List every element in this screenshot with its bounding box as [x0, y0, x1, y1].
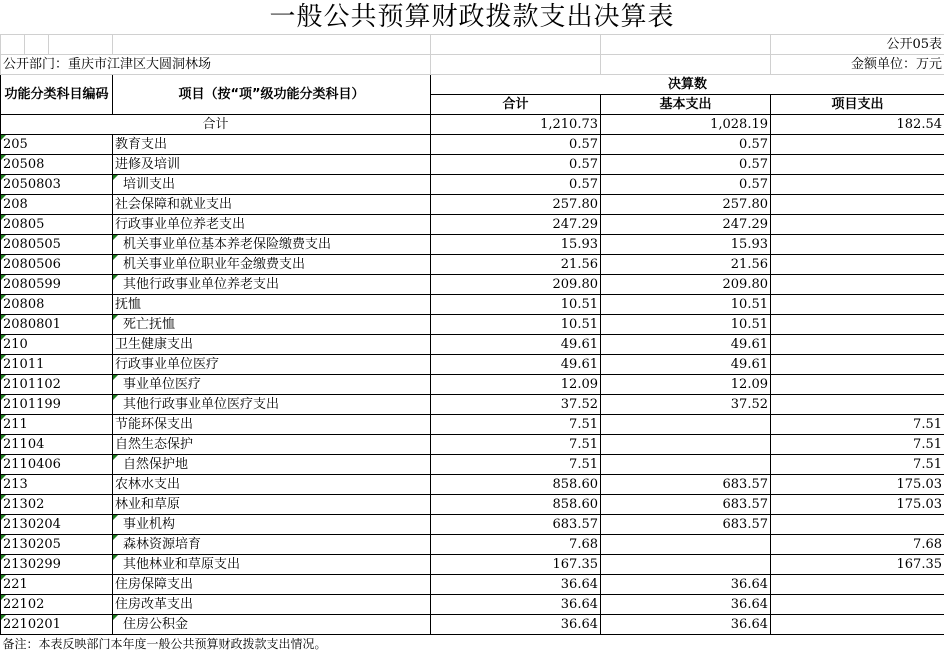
table-row [1, 615, 944, 635]
row-total[interactable]: 858.60 [431, 475, 601, 495]
row-code[interactable]: 20805 [1, 215, 113, 235]
row-project[interactable] [771, 615, 944, 635]
table-row [1, 275, 944, 295]
row-name[interactable]: 其他行政事业单位医疗支出 [113, 395, 431, 415]
row-code[interactable]: 221 [1, 575, 113, 595]
row-code[interactable]: 21104 [1, 435, 113, 455]
row-project[interactable]: 7.51 [771, 435, 944, 455]
row-total[interactable]: 15.93 [431, 235, 601, 255]
row-total[interactable]: 36.64 [431, 615, 601, 635]
row-basic[interactable]: 10.51 [601, 295, 771, 315]
table-row [1, 475, 944, 495]
header-total: 合计 [431, 95, 601, 115]
footnote: 备注：本表反映部门本年度一般公共预算财政拨款支出情况。 [2, 637, 327, 651]
row-project[interactable] [771, 195, 944, 215]
table-row [1, 255, 944, 275]
row-total[interactable]: 49.61 [431, 335, 601, 355]
table-row [1, 315, 944, 335]
row-project[interactable] [771, 355, 944, 375]
row-basic[interactable]: 12.09 [601, 375, 771, 395]
row-name[interactable]: 住房保障支出 [113, 575, 431, 595]
table-row [1, 515, 944, 535]
table-row [1, 535, 944, 555]
row-project[interactable] [771, 275, 944, 295]
row-name[interactable]: 行政事业单位养老支出 [113, 215, 431, 235]
row-basic[interactable]: 36.64 [601, 615, 771, 635]
row-code[interactable]: 22102 [1, 595, 113, 615]
row-total[interactable]: 7.68 [431, 535, 601, 555]
info-row [1, 55, 944, 75]
row-basic[interactable]: 49.61 [601, 355, 771, 375]
row-name[interactable]: 教育支出 [113, 135, 431, 155]
row-basic[interactable]: 683.57 [601, 515, 771, 535]
row-project[interactable] [771, 395, 944, 415]
row-total[interactable]: 247.29 [431, 215, 601, 235]
row-project[interactable]: 175.03 [771, 495, 944, 515]
row-project[interactable] [771, 135, 944, 155]
row-basic[interactable]: 36.64 [601, 575, 771, 595]
row-name[interactable]: 机关事业单位基本养老保险缴费支出 [113, 235, 431, 255]
row-code[interactable]: 210 [1, 335, 113, 355]
summary-project[interactable]: 182.54 [771, 115, 944, 135]
table-row [1, 295, 944, 315]
row-basic[interactable]: 0.57 [601, 155, 771, 175]
grid-cell[interactable] [431, 35, 601, 55]
row-total[interactable]: 7.51 [431, 435, 601, 455]
row-basic[interactable]: 0.57 [601, 135, 771, 155]
row-project[interactable] [771, 515, 944, 535]
row-code[interactable]: 2080505 [1, 235, 113, 255]
row-project[interactable] [771, 255, 944, 275]
row-code[interactable]: 2101199 [1, 395, 113, 415]
grid-cell[interactable] [25, 35, 49, 55]
row-code[interactable]: 20508 [1, 155, 113, 175]
row-basic[interactable]: 247.29 [601, 215, 771, 235]
blank-grid-row [1, 35, 944, 55]
row-project[interactable] [771, 375, 944, 395]
row-total[interactable]: 0.57 [431, 175, 601, 195]
header-final: 决算数 [431, 75, 944, 95]
row-total[interactable]: 36.64 [431, 595, 601, 615]
row-project[interactable] [771, 155, 944, 175]
row-basic[interactable] [601, 555, 771, 575]
row-project[interactable]: 7.68 [771, 535, 944, 555]
unit-label: 金额单位：万元 [771, 55, 944, 75]
row-code[interactable]: 2080599 [1, 275, 113, 295]
row-code[interactable]: 213 [1, 475, 113, 495]
row-basic[interactable]: 49.61 [601, 335, 771, 355]
row-total[interactable]: 10.51 [431, 295, 601, 315]
header-project: 项目支出 [771, 95, 944, 115]
row-total[interactable]: 683.57 [431, 515, 601, 535]
row-name[interactable]: 节能环保支出 [113, 415, 431, 435]
row-basic[interactable] [601, 435, 771, 455]
row-total[interactable]: 209.80 [431, 275, 601, 295]
row-name[interactable]: 住房公积金 [113, 615, 431, 635]
row-name[interactable]: 林业和草原 [113, 495, 431, 515]
report-title: 一般公共预算财政拨款支出决算表 [269, 2, 675, 32]
row-total[interactable]: 257.80 [431, 195, 601, 215]
row-basic[interactable] [601, 535, 771, 555]
row-code[interactable]: 21011 [1, 355, 113, 375]
table-row [1, 175, 944, 195]
row-total[interactable]: 167.35 [431, 555, 601, 575]
row-code[interactable]: 208 [1, 195, 113, 215]
department-label: 公开部门：重庆市江津区大圆洞林场 [1, 55, 431, 75]
row-code[interactable]: 2210201 [1, 615, 113, 635]
row-basic[interactable]: 10.51 [601, 315, 771, 335]
table-row [1, 235, 944, 255]
row-basic[interactable]: 21.56 [601, 255, 771, 275]
row-basic[interactable] [601, 455, 771, 475]
row-project[interactable]: 175.03 [771, 475, 944, 495]
form-number: 公开05表 [771, 35, 944, 55]
row-name[interactable]: 行政事业单位医疗 [113, 355, 431, 375]
row-code[interactable]: 205 [1, 135, 113, 155]
grid-cell[interactable] [49, 35, 113, 55]
row-total[interactable]: 21.56 [431, 255, 601, 275]
table-row [1, 555, 944, 575]
row-code[interactable]: 2080801 [1, 315, 113, 335]
table-row [1, 195, 944, 215]
row-name[interactable]: 自然保护地 [113, 455, 431, 475]
summary-row [1, 115, 944, 135]
grid-cell[interactable] [113, 35, 431, 55]
row-basic[interactable]: 257.80 [601, 195, 771, 215]
row-code[interactable]: 2110406 [1, 455, 113, 475]
table-row [1, 395, 944, 415]
grid-cell[interactable] [1, 35, 25, 55]
table-row [1, 375, 944, 395]
row-name[interactable]: 其他林业和草原支出 [113, 555, 431, 575]
footer-row [1, 635, 944, 655]
table-row [1, 455, 944, 475]
row-project[interactable] [771, 595, 944, 615]
table-row [1, 335, 944, 355]
row-basic[interactable]: 209.80 [601, 275, 771, 295]
expenditure-table [0, 34, 944, 654]
row-project[interactable] [771, 175, 944, 195]
row-code[interactable]: 2050803 [1, 175, 113, 195]
row-project[interactable] [771, 335, 944, 355]
row-project[interactable] [771, 315, 944, 335]
grid-cell[interactable] [601, 35, 771, 55]
row-code[interactable]: 2130205 [1, 535, 113, 555]
row-code[interactable]: 21302 [1, 495, 113, 515]
row-total[interactable]: 36.64 [431, 575, 601, 595]
row-name[interactable]: 自然生态保护 [113, 435, 431, 455]
header-basic: 基本支出 [601, 95, 771, 115]
row-name[interactable]: 死亡抚恤 [113, 315, 431, 335]
row-total[interactable]: 37.52 [431, 395, 601, 415]
row-code[interactable]: 211 [1, 415, 113, 435]
summary-basic[interactable]: 1,028.19 [601, 115, 771, 135]
row-basic[interactable]: 0.57 [601, 175, 771, 195]
row-name[interactable]: 农林水支出 [113, 475, 431, 495]
row-basic[interactable] [601, 415, 771, 435]
row-project[interactable] [771, 295, 944, 315]
header-code: 功能分类科目编码 [1, 75, 113, 115]
summary-total[interactable]: 1,210.73 [431, 115, 601, 135]
row-name[interactable]: 卫生健康支出 [113, 335, 431, 355]
row-code[interactable]: 2130204 [1, 515, 113, 535]
row-code[interactable]: 2101102 [1, 375, 113, 395]
row-basic[interactable]: 36.64 [601, 595, 771, 615]
summary-label[interactable]: 合计 [1, 115, 431, 135]
row-name[interactable]: 住房改革支出 [113, 595, 431, 615]
row-project[interactable] [771, 235, 944, 255]
row-total[interactable]: 858.60 [431, 495, 601, 515]
row-name[interactable]: 森林资源培育 [113, 535, 431, 555]
row-basic[interactable]: 37.52 [601, 395, 771, 415]
row-code[interactable]: 20808 [1, 295, 113, 315]
header-row-1 [1, 75, 944, 95]
row-total[interactable]: 49.61 [431, 355, 601, 375]
table-row [1, 415, 944, 435]
row-code[interactable]: 2130299 [1, 555, 113, 575]
row-total[interactable]: 10.51 [431, 315, 601, 335]
row-basic[interactable]: 15.93 [601, 235, 771, 255]
row-name[interactable]: 事业单位医疗 [113, 375, 431, 395]
table-row [1, 135, 944, 155]
row-total[interactable]: 0.57 [431, 155, 601, 175]
table-row [1, 215, 944, 235]
header-item: 项目（按“项”级功能分类科目） [113, 75, 431, 115]
row-name[interactable]: 机关事业单位职业年金缴费支出 [113, 255, 431, 275]
grid-cell[interactable] [431, 55, 601, 75]
grid-cell[interactable] [601, 55, 771, 75]
table-row [1, 495, 944, 515]
row-total[interactable]: 0.57 [431, 135, 601, 155]
row-name[interactable]: 进修及培训 [113, 155, 431, 175]
row-project[interactable]: 7.51 [771, 415, 944, 435]
table-row [1, 355, 944, 375]
row-name[interactable]: 培训支出 [113, 175, 431, 195]
row-project[interactable] [771, 215, 944, 235]
row-total[interactable]: 7.51 [431, 455, 601, 475]
row-total[interactable]: 7.51 [431, 415, 601, 435]
row-name[interactable]: 社会保障和就业支出 [113, 195, 431, 215]
row-basic[interactable]: 683.57 [601, 475, 771, 495]
row-project[interactable]: 167.35 [771, 555, 944, 575]
table-row [1, 155, 944, 175]
table-row [1, 575, 944, 595]
row-code[interactable]: 2080506 [1, 255, 113, 275]
table-row [1, 435, 944, 455]
row-name[interactable]: 抚恤 [113, 295, 431, 315]
table-row [1, 595, 944, 615]
row-basic[interactable]: 683.57 [601, 495, 771, 515]
row-name[interactable]: 事业机构 [113, 515, 431, 535]
row-project[interactable] [771, 575, 944, 595]
row-project[interactable]: 7.51 [771, 455, 944, 475]
row-name[interactable]: 其他行政事业单位养老支出 [113, 275, 431, 295]
row-total[interactable]: 12.09 [431, 375, 601, 395]
